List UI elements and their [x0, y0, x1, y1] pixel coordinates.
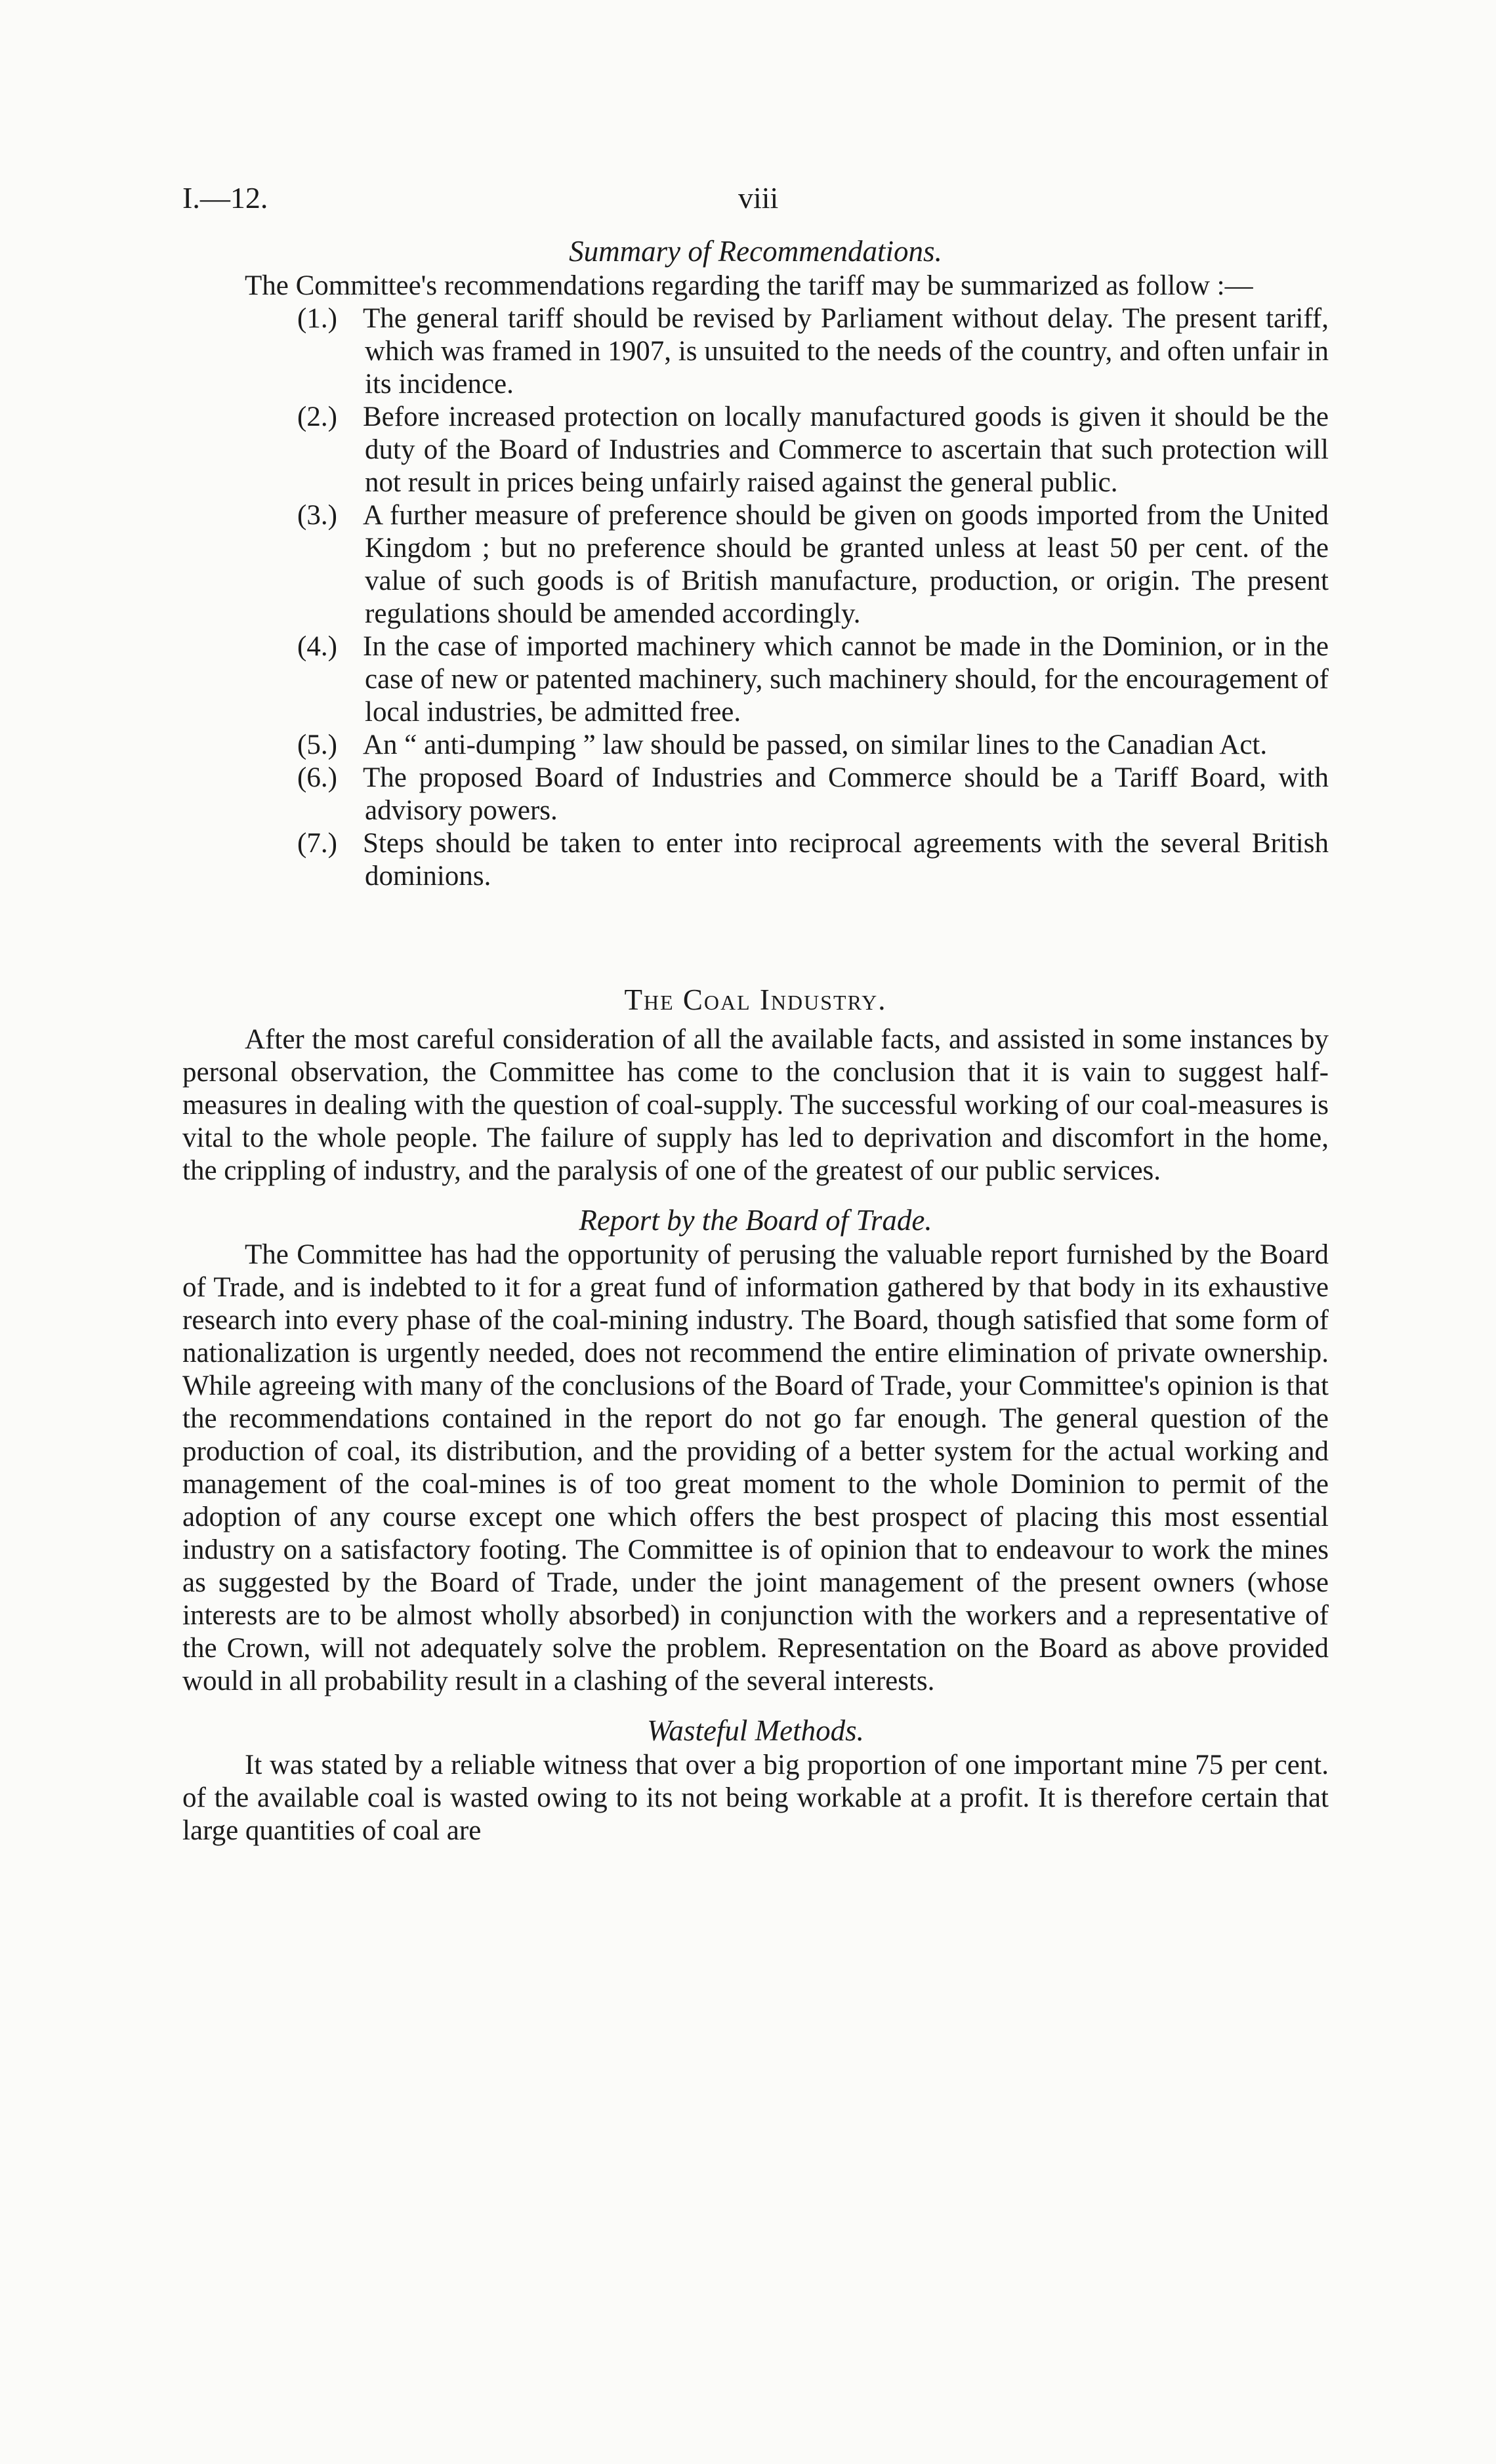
board-report-heading: Report by the Board of Trade.: [579, 1204, 932, 1237]
recommendation-text: The general tariff should be revised by Parliament without delay. The present tariff, which was framed in 1907, is unsuited to the needs of the country, and often unfair in its incidence.: [363, 303, 1329, 400]
wasteful-methods-section: [182, 1712, 1329, 1847]
recommendation-text: Before increased protection on locally manufactured goods is given it should be the duty of the Board of Industries and Commerce to ascertain that such protection will not result in prices being unfairly raised against the general public.: [363, 401, 1329, 498]
recommendation-text: An “ anti-dumping ” law should be passed, on similar lines to the Canadian Act.: [363, 729, 1268, 760]
coal-industry-paragraph: After the most careful consideration of all the available facts, and assisted in some instances by personal observation, the Committee has come to the conclusion that it is vain to suggest half-measures in dealing with the question of coal-supply. The successful working of our coal-measures is vital to the whole people. The failure of supply has led to deprivation and discomfort in the home, the crippling of industry, and the paralysis of one of the greatest of our public services.: [182, 1024, 1329, 1186]
recommendation-item: [182, 762, 1329, 827]
summary-heading: Summary of Recommendations.: [569, 235, 942, 268]
recommendation-text: A further measure of preference should be given on goods imported from the United Kingdom ; but no preference should be granted unless at least 50 per cent. of the value of such goods is of British manufacture, production, or origin. The present regulations should be amended accordingly.: [363, 500, 1329, 629]
recommendation-number: (1.): [297, 303, 337, 334]
board-report-section: [182, 1202, 1329, 1698]
recommendation-number: (5.): [297, 729, 337, 760]
board-report-paragraph: The Committee has had the opportunity of perusing the valuable report furnished by the Board of Trade, and is indebted to it for a great fund of information gathered by that body in its exhaustive research into every phase of the coal-mining industry. The Board, though satisfied that some form of nationalization is urgently needed, does not recommend the entire elimination of private ownership. While agreeing with many of the conclusions of the Board of Trade, your Committee's opinion is that the recommendations contained in the report do not go far enough. The general question of the production of coal, its distribution, and the providing of a better system for the actual working and management of the coal-mines is of too great moment to the whole Dominion to permit of the adoption of any course except one which offers the best prospect of placing this most essential industry on a satisfactory footing. The Committee is of opinion that to endeavour to work the mines as suggested by the Board of Trade, under the joint management of the present owners (whose interests are to be almost wholly absorbed) in conjunction with the workers and a representative of the Crown, will not adequately solve the problem. Representation on the Board as above provided would in all probability result in a clashing of the several interests.: [182, 1239, 1329, 1696]
recommendation-text: Steps should be taken to enter into reciprocal agreements with the several British dominions.: [363, 828, 1329, 892]
recommendation-item: [182, 729, 1329, 762]
recommendation-number: (2.): [297, 401, 337, 432]
recommendation-number: (7.): [297, 828, 337, 859]
summary-intro: The Committee's recommendations regarding the tariff may be summarized as follow :—: [245, 270, 1253, 301]
recommendation-item: [182, 302, 1329, 401]
wasteful-methods-paragraph: It was stated by a reliable witness that over a big proportion of one important mine 75 per cent. of the available coal is wasted owing to its not being workable at a profit. It is therefore certain that large quantities of coal are: [182, 1750, 1329, 1846]
recommendation-number: (4.): [297, 631, 337, 662]
page-number: viii: [738, 181, 779, 215]
document-reference: I.—12.: [182, 181, 268, 215]
coal-industry-section: [182, 981, 1329, 1187]
recommendation-number: (3.): [297, 500, 337, 531]
recommendations-list: [182, 302, 1329, 893]
recommendation-text: In the case of imported machinery which cannot be made in the Dominion, or in the case of new or patented machinery, such machinery should, for the encouragement of local industries, be admitted free.: [363, 631, 1329, 728]
recommendation-item: [182, 827, 1329, 893]
recommendation-number: (6.): [297, 762, 337, 793]
recommendation-item: [182, 499, 1329, 630]
recommendation-item: [182, 401, 1329, 499]
page-body: [182, 233, 1329, 1847]
recommendation-text: The proposed Board of Industries and Commerce should be a Tariff Board, with advisory powers.: [363, 762, 1329, 826]
recommendation-item: [182, 630, 1329, 729]
coal-industry-heading: The Coal Industry.: [624, 983, 887, 1016]
wasteful-methods-heading: Wasteful Methods.: [647, 1714, 864, 1747]
summary-section: [182, 233, 1329, 893]
